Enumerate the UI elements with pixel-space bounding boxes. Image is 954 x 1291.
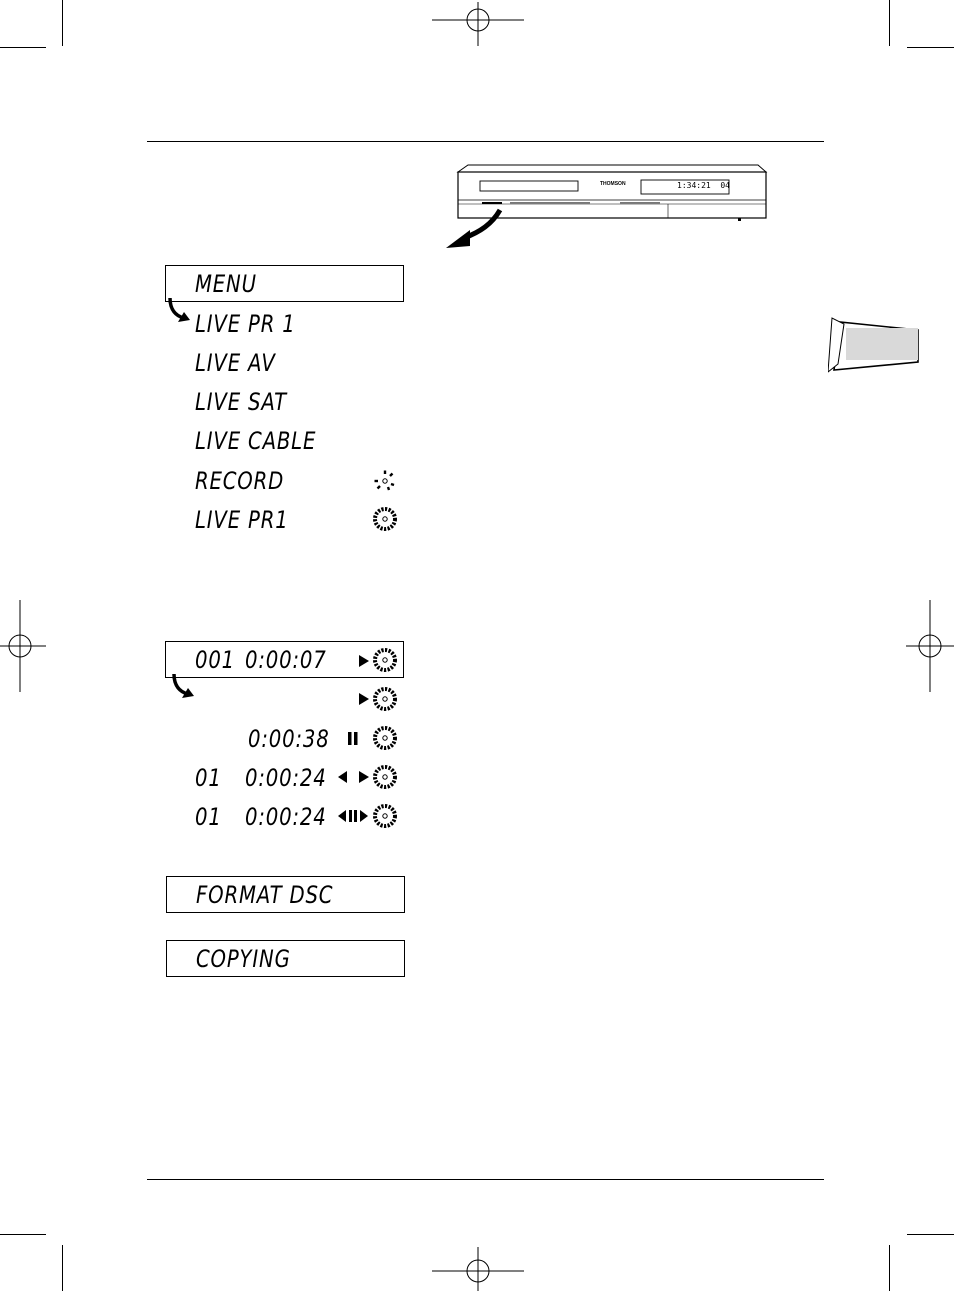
disc-full-icon bbox=[373, 765, 397, 789]
menu-item-live-av: LIVE AV bbox=[195, 349, 276, 377]
step-frame-icon bbox=[338, 810, 370, 822]
disc-full-icon bbox=[373, 507, 397, 531]
play-icon bbox=[359, 771, 369, 783]
playback-time-3: 0:00:38 bbox=[248, 725, 330, 753]
recorder-drawing bbox=[440, 160, 780, 260]
registration-mark-right bbox=[904, 598, 954, 694]
disc-full-icon bbox=[373, 687, 397, 711]
device-brand-label: THOMSON bbox=[600, 181, 626, 187]
menu-item-record: RECORD bbox=[195, 467, 285, 495]
pause-icon bbox=[348, 732, 358, 745]
language-tab bbox=[828, 316, 922, 376]
playback-time-4: 0:00:24 bbox=[245, 764, 327, 792]
playback-chapter-4: 01 bbox=[195, 764, 222, 792]
curved-arrow-icon bbox=[170, 672, 196, 702]
playback-counter: 001 bbox=[195, 646, 236, 674]
play-icon bbox=[359, 655, 369, 667]
disc-partial-icon bbox=[373, 469, 397, 493]
registration-mark-left bbox=[0, 598, 48, 694]
registration-mark-top bbox=[430, 2, 526, 48]
copying-message: COPYING bbox=[196, 945, 291, 973]
playback-time-1: 0:00:07 bbox=[245, 646, 327, 674]
menu-item-menu: MENU bbox=[195, 270, 257, 298]
reverse-icon bbox=[338, 771, 347, 783]
header-rule bbox=[147, 141, 824, 142]
play-icon bbox=[359, 693, 369, 705]
device-display-readout: 1:34:21 04 bbox=[677, 181, 730, 190]
format-message: FORMAT DSC bbox=[196, 881, 334, 909]
menu-item-live-pr1: LIVE PR1 bbox=[195, 506, 289, 534]
menu-item-live-sat: LIVE SAT bbox=[195, 388, 288, 416]
disc-full-icon bbox=[373, 804, 397, 828]
device-illustration bbox=[440, 160, 780, 260]
menu-item-live-pr-1: LIVE PR 1 bbox=[195, 310, 296, 338]
playback-chapter-5: 01 bbox=[195, 803, 222, 831]
curved-arrow-icon bbox=[166, 296, 192, 326]
footer-rule bbox=[147, 1179, 824, 1180]
disc-full-icon bbox=[373, 648, 397, 672]
playback-time-5: 0:00:24 bbox=[245, 803, 327, 831]
disc-full-icon bbox=[373, 726, 397, 750]
menu-item-live-cable: LIVE CABLE bbox=[195, 427, 317, 455]
registration-mark-bottom bbox=[430, 1245, 526, 1291]
